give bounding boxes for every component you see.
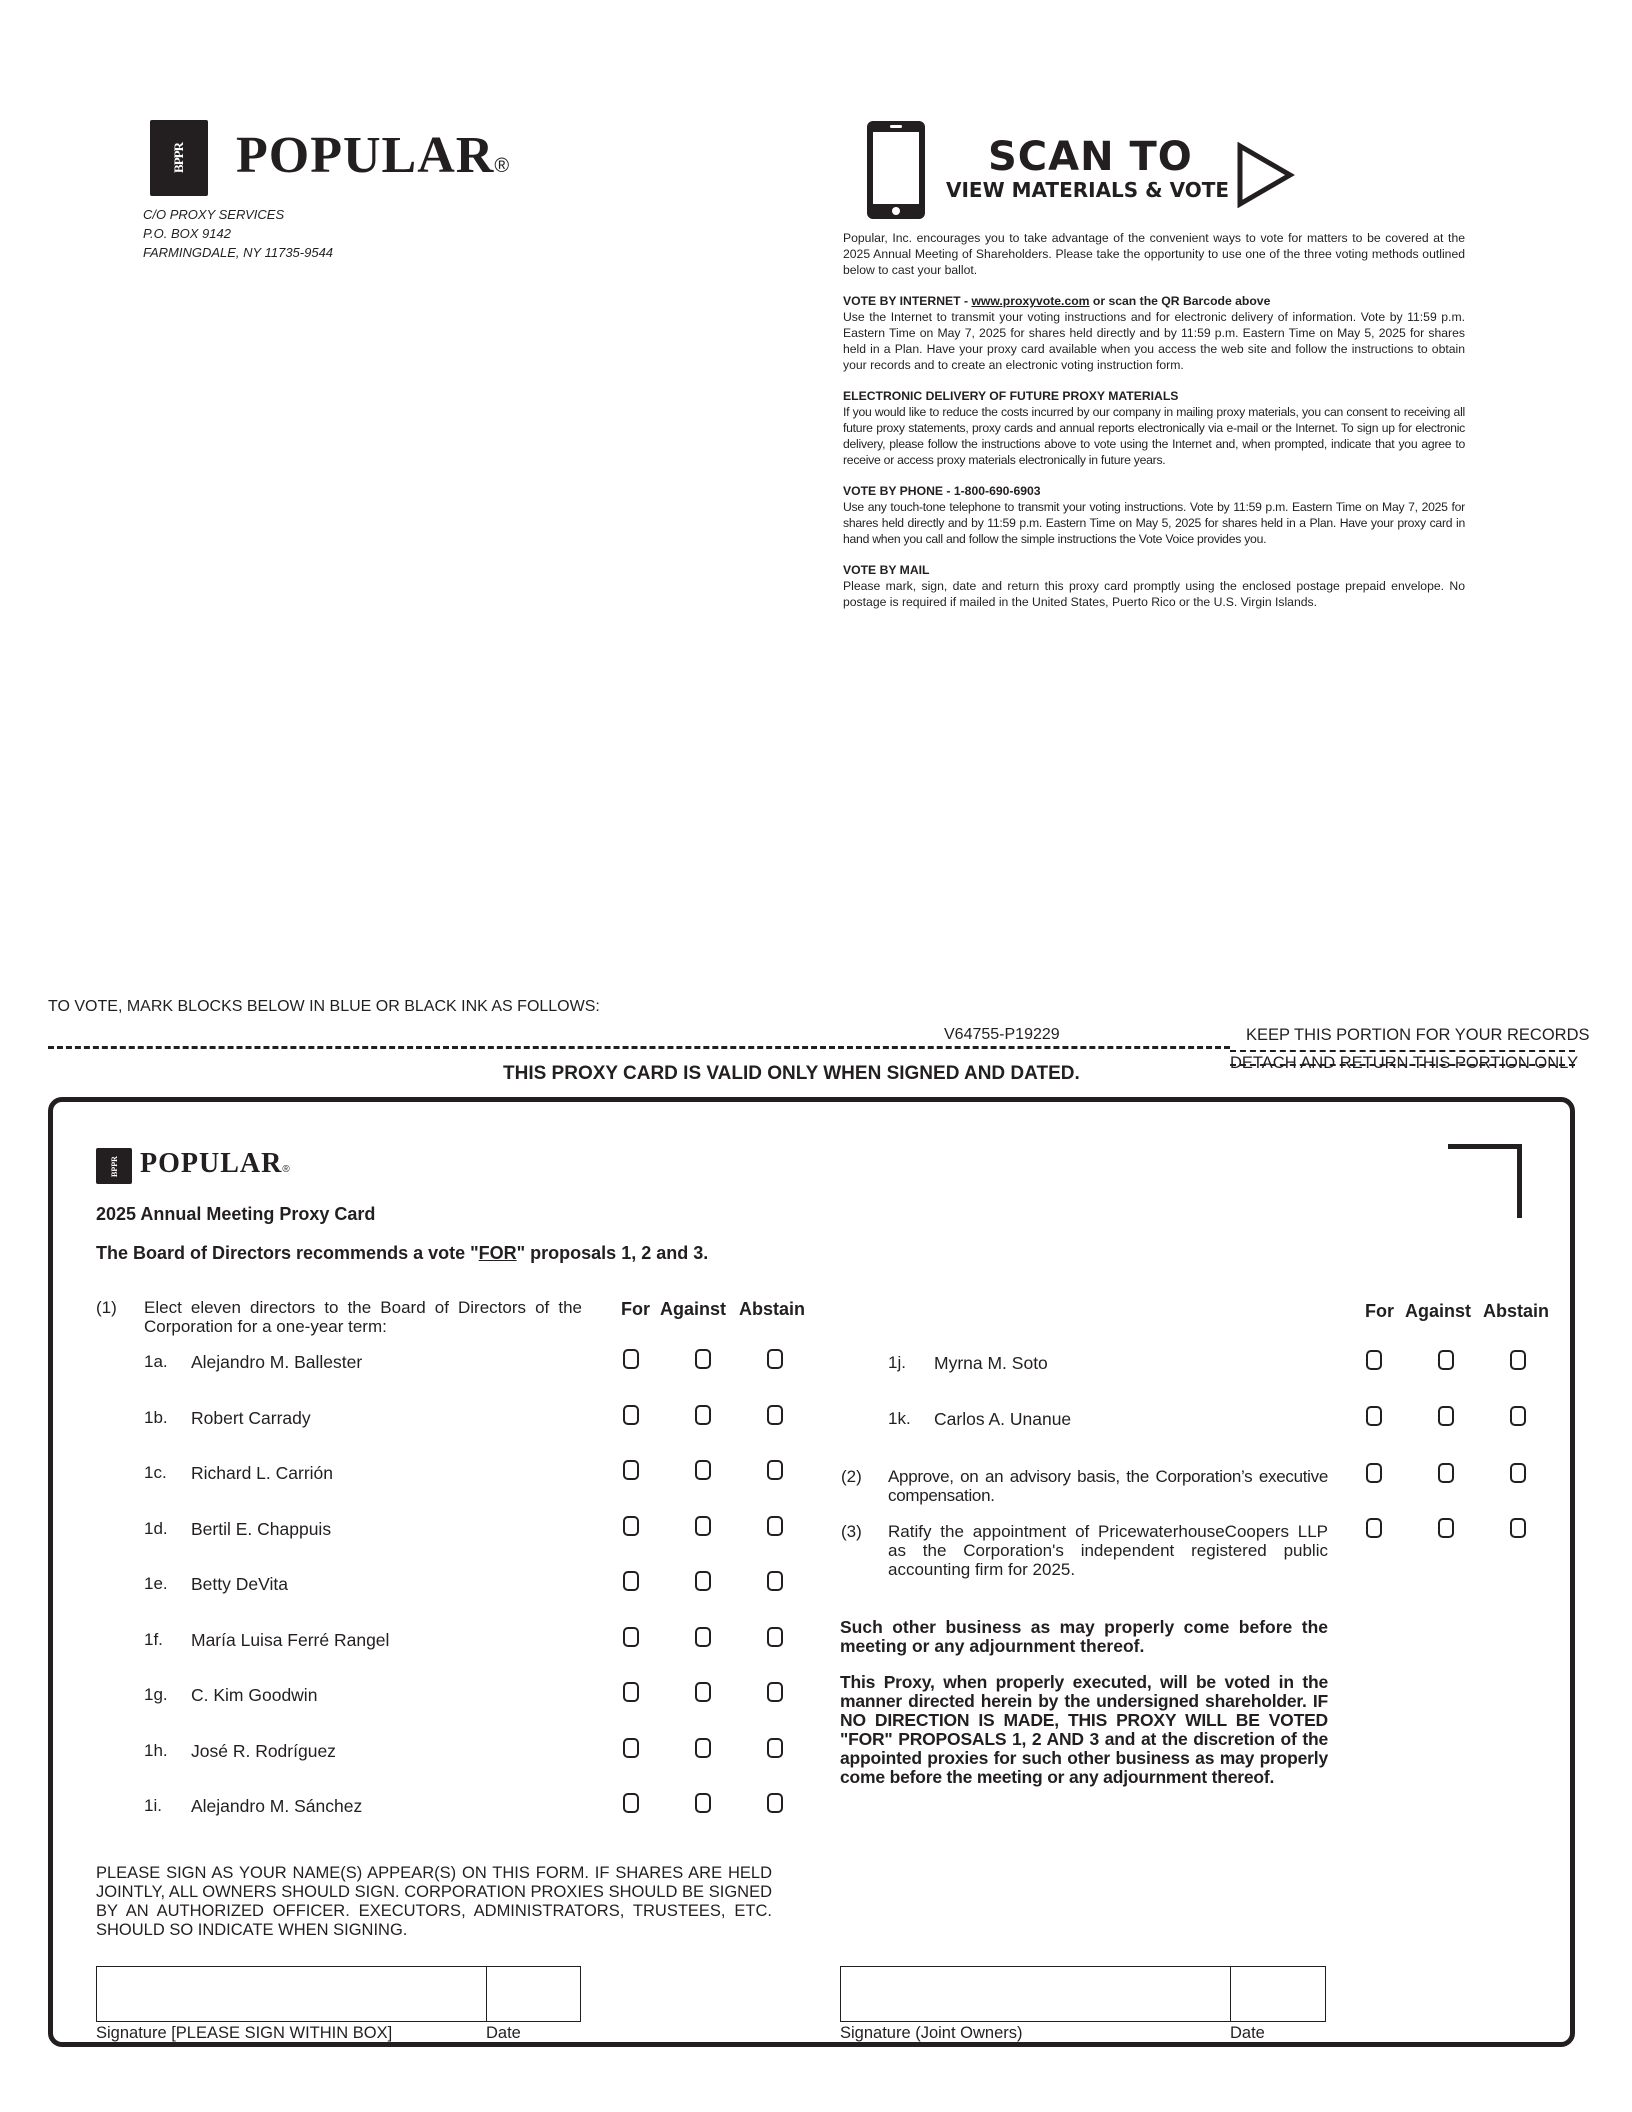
mail-heading: VOTE BY MAIL xyxy=(843,563,930,577)
keep-portion-note: KEEP THIS PORTION FOR YOUR RECORDS xyxy=(1246,1026,1590,1044)
logo-monogram-small: BPPR xyxy=(109,1155,119,1177)
nominee-for-checkbox[interactable] xyxy=(623,1793,639,1813)
column-abstain: Abstain xyxy=(739,1299,806,1319)
valid-only-note: THIS PROXY CARD IS VALID ONLY WHEN SIGNED AND DATED. xyxy=(503,1063,1080,1084)
internet-heading-prefix: VOTE BY INTERNET - xyxy=(843,294,972,308)
column-for: For xyxy=(1365,1301,1394,1321)
nominee-abstain-checkbox[interactable] xyxy=(767,1627,783,1647)
other-business-note: Such other business as may properly come before the meeting or any adjournment thereof. xyxy=(840,1617,1328,1656)
card-title: 2025 Annual Meeting Proxy Card xyxy=(96,1204,376,1224)
nominee-for-checkbox[interactable] xyxy=(623,1738,639,1758)
nominee-for-checkbox[interactable] xyxy=(623,1516,639,1536)
column-against: Against xyxy=(1405,1301,1472,1321)
nominee-for-checkbox[interactable] xyxy=(623,1571,639,1591)
nominee-against-checkbox[interactable] xyxy=(695,1682,711,1702)
signing-instructions: PLEASE SIGN AS YOUR NAME(S) APPEAR(S) ON THIS FORM. IF SHARES ARE HELD JOINTLY, ALL OWNERS SHOULD SIGN. CORPORATION PROXIES SHOULD BE SIGNED BY AN AUTHORIZED OFFICER. EXECUTORS, ADMINISTRATORS, TRUSTEES, ETC. SHOULD SO INDICATE WHEN SIGNING. xyxy=(96,1864,772,1939)
return-address xyxy=(143,205,333,262)
view-materials-heading: VIEW MATERIALS & VOTE xyxy=(946,178,1230,202)
proposal-3-number: (3) xyxy=(841,1522,862,1541)
return-portion-note: DETACH AND RETURN THIS PORTION ONLY xyxy=(1230,1054,1579,1072)
proposal-3-for-checkbox[interactable] xyxy=(1366,1518,1382,1538)
internet-heading xyxy=(843,293,1465,309)
column-for: For xyxy=(621,1299,650,1319)
smartphone-icon xyxy=(864,118,928,222)
nominee-number: 1j. xyxy=(888,1353,906,1372)
nominee-abstain-checkbox[interactable] xyxy=(767,1738,783,1758)
nominee-abstain-checkbox[interactable] xyxy=(767,1571,783,1591)
nominee-for-checkbox[interactable] xyxy=(623,1627,639,1647)
nominee-for-checkbox[interactable] xyxy=(623,1405,639,1425)
logo-reg-mark: ® xyxy=(494,155,511,177)
vote-by-internet-section xyxy=(843,293,1465,373)
signature-label: Signature [PLEASE SIGN WITHIN BOX] xyxy=(96,2024,393,2042)
vote-by-phone-section xyxy=(843,483,1465,547)
signature-box[interactable] xyxy=(96,1966,487,2022)
nominee-abstain-checkbox[interactable] xyxy=(1510,1350,1526,1370)
date-box[interactable] xyxy=(486,1966,581,2022)
nominee-against-checkbox[interactable] xyxy=(695,1460,711,1480)
nominee-for-checkbox[interactable] xyxy=(623,1682,639,1702)
nominee-number: 1c. xyxy=(144,1463,167,1482)
joint-signature-box[interactable] xyxy=(840,1966,1231,2022)
joint-date-label: Date xyxy=(1230,2024,1265,2042)
nominee-name: Richard L. Carrión xyxy=(191,1463,333,1483)
internet-heading-suffix: or scan the QR Barcode above xyxy=(1089,294,1271,308)
nominee-against-checkbox[interactable] xyxy=(1438,1406,1454,1426)
internet-body: Use the Internet to transmit your voting instructions and for electronic delivery of information. Vote by 11:59 p.m. Eastern Time on May 7, 2025 for shares held directly and by 11:59 p.m. Eastern Time on May 5, 2025 for shares held in a Plan. Have your proxy card available when you access the web site and follow the instructions to obtain your records and to create an electronic voting instruction form. xyxy=(843,310,1465,372)
nominee-against-checkbox[interactable] xyxy=(1438,1350,1454,1370)
proposal-1-number: (1) xyxy=(96,1298,117,1317)
nominee-name: José R. Rodríguez xyxy=(191,1740,336,1761)
nominee-name: Robert Carrady xyxy=(191,1407,311,1428)
intro-paragraph: Popular, Inc. encourages you to take advantage of the convenient ways to vote for matters to be covered at the 2025 Annual Meeting of Shareholders. Please take the opportunity to use one of the three voting methods outlined below to cast your ballot. xyxy=(843,231,1465,277)
joint-signature-label: Signature (Joint Owners) xyxy=(840,2024,1023,2042)
detach-line-right xyxy=(1230,1050,1575,1052)
proposal-2-against-checkbox[interactable] xyxy=(1438,1463,1454,1483)
nominee-number: 1f. xyxy=(144,1629,163,1649)
logo-reg-mark-small: ® xyxy=(282,1164,291,1175)
vote-by-mail-section xyxy=(843,562,1465,610)
proposal-3-text: Ratify the appointment of PricewaterhouseCoopers LLP as the Corporation's independent registered public accounting firm for 2025. xyxy=(888,1522,1328,1579)
nominee-name: María Luisa Ferré Rangel xyxy=(191,1629,390,1650)
proposal-3-abstain-checkbox[interactable] xyxy=(1510,1518,1526,1538)
proxyvote-link[interactable]: www.proxyvote.com xyxy=(971,294,1090,308)
voting-instructions xyxy=(843,230,1465,625)
phone-body: Use any touch-tone telephone to transmit your voting instructions. Vote by 11:59 p.m. Eastern Time on May 7, 2025 for shares held directly and by 11:59 p.m. Eastern Time on May 5, 2025 for shares held in a Plan. Have your proxy card in hand when you call and follow the simple instructions the Vote Voice provides you. xyxy=(843,500,1465,546)
phone-heading: VOTE BY PHONE - 1-800-690-6903 xyxy=(843,484,1041,498)
nominee-abstain-checkbox[interactable] xyxy=(1510,1406,1526,1426)
nominee-number: 1e. xyxy=(144,1574,168,1593)
detach-line-left xyxy=(48,1046,1230,1049)
mail-body: Please mark, sign, date and return this proxy card promptly using the enclosed postage prepaid envelope. No postage is required if mailed in the United States, Puerto Rico or the U.S. Virgin Islands. xyxy=(843,579,1465,609)
scan-to-heading: SCAN TO xyxy=(988,134,1193,180)
logo-word: POPULAR xyxy=(236,127,495,184)
nominee-against-checkbox[interactable] xyxy=(695,1516,711,1536)
nominee-abstain-checkbox[interactable] xyxy=(767,1516,783,1536)
nominee-name: Bertil E. Chappuis xyxy=(191,1518,332,1539)
recommend-prefix: The Board of Directors recommends a vote " xyxy=(96,1243,479,1263)
popular-logo-text xyxy=(236,128,510,194)
recommend-suffix: " proposals 1, 2 and 3. xyxy=(516,1243,709,1263)
nominee-abstain-checkbox[interactable] xyxy=(767,1682,783,1702)
nominee-against-checkbox[interactable] xyxy=(695,1571,711,1591)
nominee-name: Carlos A. Unanue xyxy=(934,1408,1072,1429)
proxy-direction-statement: This Proxy, when properly executed, will be voted in the manner directed herein by the undersigned shareholder. IF NO DIRECTION IS MADE, THIS PROXY WILL BE VOTED "FOR" PROPOSALS 1, 2 AND 3 and at the discretion of the appointed proxies for such other business as may properly come before the meeting or any adjournment thereof. xyxy=(840,1672,1328,1787)
popular-logo-mark-small xyxy=(96,1148,132,1184)
recommend-for: FOR xyxy=(478,1243,517,1263)
nominee-name: Alejandro M. Ballester xyxy=(191,1352,363,1372)
column-abstain: Abstain xyxy=(1483,1301,1550,1321)
nominee-abstain-checkbox[interactable] xyxy=(767,1405,783,1425)
nominee-for-checkbox[interactable] xyxy=(1366,1406,1382,1426)
logo-word-small: POPULAR xyxy=(140,1148,283,1179)
mark-instruction: TO VOTE, MARK BLOCKS BELOW IN BLUE OR BLACK INK AS FOLLOWS: xyxy=(48,998,600,1015)
popular-logo-text-small xyxy=(140,1148,291,1186)
nominee-against-checkbox[interactable] xyxy=(695,1738,711,1758)
nominee-number: 1k. xyxy=(888,1408,911,1428)
board-recommendation xyxy=(96,1243,708,1264)
nominee-name: Myrna M. Soto xyxy=(934,1353,1048,1373)
proposal-3-against-checkbox[interactable] xyxy=(1438,1518,1454,1538)
play-arrow-icon xyxy=(1236,142,1296,208)
joint-date-box[interactable] xyxy=(1230,1966,1326,2022)
proposal-2-number: (2) xyxy=(841,1467,862,1486)
date-label: Date xyxy=(486,2024,521,2042)
nominee-number: 1b. xyxy=(144,1407,168,1427)
popular-logo-mark xyxy=(150,120,208,196)
nominee-against-checkbox[interactable] xyxy=(695,1793,711,1813)
proposal-2-abstain-checkbox[interactable] xyxy=(1510,1463,1526,1483)
nominee-abstain-checkbox[interactable] xyxy=(767,1349,783,1369)
nominee-for-checkbox[interactable] xyxy=(1366,1350,1382,1370)
address-line: P.O. BOX 9142 xyxy=(143,226,231,241)
edelivery-heading: ELECTRONIC DELIVERY OF FUTURE PROXY MATERIALS xyxy=(843,389,1179,403)
address-line: C/O PROXY SERVICES xyxy=(143,207,285,222)
nominee-name: C. Kim Goodwin xyxy=(191,1685,318,1705)
edelivery-body: If you would like to reduce the costs incurred by our company in mailing proxy materials, you can consent to receiving all future proxy statements, proxy cards and annual reports electronically via e-mail or the Internet. To sign up for electronic delivery, please follow the instructions above to vote using the Internet and, when prompted, indicate that you agree to receive or access proxy materials electronically in future years. xyxy=(843,405,1465,467)
electronic-delivery-section xyxy=(843,388,1465,468)
nominee-number: 1g. xyxy=(144,1685,168,1704)
proposal-2-for-checkbox[interactable] xyxy=(1366,1463,1382,1483)
nominee-against-checkbox[interactable] xyxy=(695,1627,711,1647)
nominee-name: Alejandro M. Sánchez xyxy=(191,1796,363,1816)
proposal-1-text: Elect eleven directors to the Board of Directors of the Corporation for a one-year term: xyxy=(144,1298,582,1336)
logo-monogram: BPPR xyxy=(170,143,186,173)
nominee-name: Betty DeVita xyxy=(191,1574,288,1594)
nominee-for-checkbox[interactable] xyxy=(623,1460,639,1480)
control-code: V64755-P19229 xyxy=(944,1026,1060,1043)
registration-mark xyxy=(1448,1144,1522,1218)
nominee-number: 1d. xyxy=(144,1518,168,1538)
column-against: Against xyxy=(660,1299,727,1319)
nominee-number: 1h. xyxy=(144,1740,168,1760)
address-line: FARMINGDALE, NY 11735-9544 xyxy=(143,245,334,260)
nominee-abstain-checkbox[interactable] xyxy=(767,1460,783,1480)
nominee-number: 1a. xyxy=(144,1352,168,1371)
nominee-abstain-checkbox[interactable] xyxy=(767,1793,783,1813)
nominee-against-checkbox[interactable] xyxy=(695,1349,711,1369)
proposal-2-text: Approve, on an advisory basis, the Corporation’s executive compensation. xyxy=(888,1467,1328,1505)
nominee-number: 1i. xyxy=(144,1796,162,1815)
nominee-for-checkbox[interactable] xyxy=(623,1349,639,1369)
nominee-against-checkbox[interactable] xyxy=(695,1405,711,1425)
